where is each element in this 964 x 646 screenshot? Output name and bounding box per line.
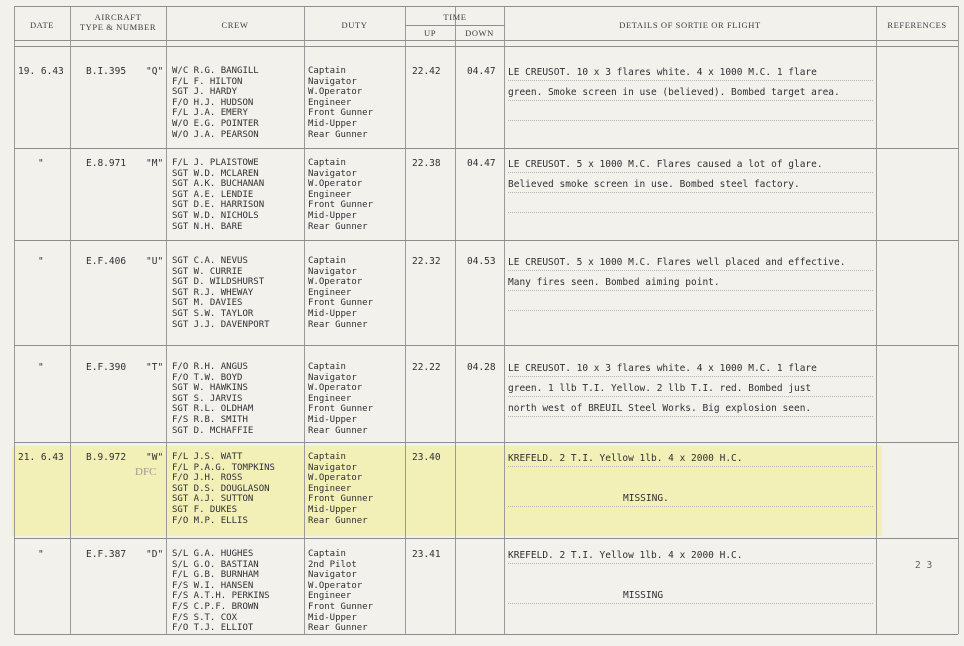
duty-role: Captain: [308, 256, 346, 266]
details-header: DETAILS OF SORTIE OR FLIGHT: [619, 20, 761, 30]
crew-member: SGT C.A. NEVUS: [172, 256, 248, 266]
duty-role: Rear Gunner: [308, 129, 368, 140]
crew-member: SGT S.W. TAYLOR: [172, 308, 254, 319]
duty-role: W.Operator: [308, 580, 363, 591]
crew-member: F/L J.A. EMERY: [172, 108, 248, 119]
details-line: Believed smoke screen in use. Bombed steel factory.: [508, 179, 800, 190]
dfc-annotation: DFC: [135, 466, 157, 478]
entry-duty-list: [308, 158, 408, 232]
crew-member: SGT J.J. DAVENPORT: [172, 319, 270, 330]
entry-date: 19. 6.43: [18, 66, 64, 77]
entry-aircraft: E.F.390: [86, 362, 127, 373]
entry-crew-list: [172, 549, 302, 634]
time-up-header: UP: [423, 28, 437, 38]
duty-role: Rear Gunner: [308, 425, 368, 436]
crew-member: S/L G.O. BASTIAN: [172, 559, 259, 570]
crew-member: F/S C.P.F. BROWN: [172, 601, 259, 612]
duty-role: 2nd Pilot: [308, 559, 357, 570]
entry-aircraft: E.F.387: [86, 549, 127, 560]
crew-member: SGT A.E. LENDIE: [172, 189, 254, 200]
duty-role: Front Gunner: [308, 601, 374, 612]
duty-role: Mid-Upper: [308, 308, 357, 319]
entry-time-up: 22.42: [412, 66, 441, 77]
duty-role: Engineer: [308, 189, 352, 200]
column-divider: [70, 6, 71, 634]
column-divider: [455, 6, 456, 634]
details-line: LE CREUSOT. 10 x 3 flares white. 4 x 1000 M.C. 1 flare: [508, 67, 817, 78]
duty-role: Mid-Upper: [308, 118, 357, 129]
writing-line: [508, 172, 873, 173]
writing-line: [508, 396, 873, 397]
duty-role: Front Gunner: [308, 108, 374, 119]
entry-duty-list: [308, 452, 408, 526]
date-header: DATE: [29, 20, 55, 30]
column-divider: [166, 6, 167, 634]
duty-role: Rear Gunner: [308, 221, 368, 232]
details-line: green. Smoke screen in use (believed). Bombed target area.: [508, 87, 840, 98]
crew-member: W/C R.G. BANGILL: [172, 66, 259, 76]
crew-member: F/S W.I. HANSEN: [172, 580, 254, 591]
entry-crew-list: [172, 158, 302, 232]
entry-duty-list: [308, 256, 408, 330]
details-line: [508, 472, 873, 492]
writing-line: [508, 376, 873, 377]
duty-role: Engineer: [308, 591, 352, 602]
writing-line: [508, 120, 873, 121]
crew-member: F/O T.J. ELLIOT: [172, 623, 254, 634]
duty-role: Captain: [308, 362, 346, 372]
references-header: REFERENCES: [887, 20, 947, 30]
duty-role: Rear Gunner: [308, 319, 368, 330]
duty-role: Navigator: [308, 76, 357, 87]
duty-role: Navigator: [308, 168, 357, 179]
crew-member: F/L G.B. BURNHAM: [172, 570, 259, 581]
duty-header: DUTY: [341, 20, 368, 30]
crew-member: SGT R.J. WHEWAY: [172, 287, 254, 298]
column-divider: [504, 6, 505, 634]
entry-date: ": [38, 362, 44, 373]
duty-role: Rear Gunner: [308, 515, 368, 526]
column-divider: [304, 6, 305, 634]
crew-member: SGT D.E. HARRISON: [172, 200, 265, 211]
entry-aircraft-letter: "U": [146, 256, 164, 267]
entry-time-up: 23.41: [412, 549, 441, 560]
entry-aircraft-letter: "W": [146, 452, 164, 463]
writing-line: [508, 270, 873, 271]
entry-aircraft-letter: "T": [146, 362, 164, 373]
crew-member: F/L J.S. WATT: [172, 452, 243, 462]
entry-crew-list: [172, 66, 302, 140]
writing-line: [508, 506, 873, 507]
duty-role: Captain: [308, 549, 346, 559]
entry-aircraft: E.8.971: [86, 158, 127, 169]
reference-mark: 2 3: [915, 560, 933, 571]
duty-role: Navigator: [308, 372, 357, 383]
details-line: KREFELD. 2 T.I. Yellow 1lb. 4 x 2000 H.C.: [508, 453, 743, 464]
entry-crew-list: [172, 362, 302, 436]
writing-line: [508, 80, 873, 81]
crew-member: SGT D. WILDSHURST: [172, 277, 265, 288]
details-line: LE CREUSOT. 10 x 3 flares white. 4 x 1000 M.C. 1 flare: [508, 363, 817, 374]
crew-member: F/L F. HILTON: [172, 76, 243, 87]
entry-date: ": [38, 158, 44, 169]
crew-member: SGT J. HARDY: [172, 87, 238, 98]
entry-aircraft-letter: "M": [146, 158, 164, 169]
duty-role: Mid-Upper: [308, 504, 357, 515]
entry-aircraft: B.I.395: [86, 66, 127, 77]
details-line: north west of BREUIL Steel Works. Big explosion seen.: [508, 403, 812, 414]
crew-member: SGT F. DUKES: [172, 504, 238, 515]
entry-details: [508, 549, 873, 609]
duty-role: W.Operator: [308, 473, 363, 484]
entry-aircraft-letter: "Q": [146, 66, 164, 77]
duty-role: Captain: [308, 452, 346, 462]
aircraft-header: AIRCRAFT TYPE & NUMBER: [79, 12, 157, 32]
details-line: [508, 569, 873, 589]
entry-aircraft: B.9.972: [86, 452, 127, 463]
details-line: LE CREUSOT. 5 x 1000 M.C. Flares well placed and effective.: [508, 257, 846, 268]
duty-role: Navigator: [308, 462, 357, 473]
duty-role: Engineer: [308, 287, 352, 298]
entry-crew-list: [172, 256, 302, 330]
crew-member: SGT D.S. DOUGLASON: [172, 483, 270, 494]
duty-role: Mid-Upper: [308, 210, 357, 221]
crew-member: SGT A.K. BUCHANAN: [172, 179, 265, 190]
entry-date: ": [38, 549, 44, 560]
duty-role: W.Operator: [308, 179, 363, 190]
entry-time-up: 23.40: [412, 452, 441, 463]
duty-role: Rear Gunner: [308, 623, 368, 634]
writing-line: [508, 310, 873, 311]
entry-time-down: 04.53: [467, 256, 496, 267]
crew-member: SGT W. CURRIE: [172, 266, 243, 277]
crew-member: F/S S.T. COX: [172, 612, 238, 623]
crew-member: F/O R.H. ANGUS: [172, 362, 248, 372]
details-line: Many fires seen. Bombed aiming point.: [508, 277, 720, 288]
crew-member: F/S R.B. SMITH: [172, 414, 248, 425]
entry-crew-list: [172, 452, 302, 526]
crew-member: F/O M.P. ELLIS: [172, 515, 248, 526]
duty-role: Navigator: [308, 570, 357, 581]
crew-member: SGT W.D. MCLAREN: [172, 168, 259, 179]
writing-line: [508, 192, 873, 193]
left-border: [14, 6, 15, 634]
entry-aircraft: E.F.406: [86, 256, 127, 267]
entry-time-up: 22.38: [412, 158, 441, 169]
writing-line: [508, 416, 873, 417]
crew-member: SGT W. HAWKINS: [172, 383, 248, 394]
entry-separator: [14, 240, 958, 241]
crew-member: F/O J.H. ROSS: [172, 473, 243, 484]
writing-line: [508, 466, 873, 467]
duty-role: W.Operator: [308, 277, 363, 288]
crew-member: F/L P.A.G. TOMPKINS: [172, 462, 275, 473]
column-divider: [876, 6, 877, 634]
entry-separator: [14, 538, 958, 539]
crew-member: S/L G.A. HUGHES: [172, 549, 254, 559]
crew-member: SGT D. MCHAFFIE: [172, 425, 254, 436]
writing-line: [508, 290, 873, 291]
writing-line: [508, 212, 873, 213]
entry-date: ": [38, 256, 44, 267]
entry-time-down: 04.47: [467, 66, 496, 77]
crew-member: SGT M. DAVIES: [172, 298, 243, 309]
duty-role: W.Operator: [308, 87, 363, 98]
entry-time-down: 04.47: [467, 158, 496, 169]
duty-role: Captain: [308, 158, 346, 168]
entry-time-up: 22.22: [412, 362, 441, 373]
entry-duty-list: [308, 549, 408, 634]
entry-separator: [14, 442, 958, 443]
entry-duty-list: [308, 362, 408, 436]
details-line: green. 1 llb T.I. Yellow. 2 llb T.I. red. Bombed just: [508, 383, 812, 394]
duty-role: Engineer: [308, 393, 352, 404]
duty-role: W.Operator: [308, 383, 363, 394]
crew-member: F/O H.J. HUDSON: [172, 97, 254, 108]
crew-member: SGT A.J. SUTTON: [172, 494, 254, 505]
duty-role: Mid-Upper: [308, 414, 357, 425]
right-border: [958, 6, 959, 634]
writing-line: [508, 603, 873, 604]
crew-member: F/S A.T.H. PERKINS: [172, 591, 270, 602]
duty-role: Navigator: [308, 266, 357, 277]
entry-time-up: 22.32: [412, 256, 441, 267]
writing-line: [508, 563, 873, 564]
duty-role: Front Gunner: [308, 298, 374, 309]
duty-role: Front Gunner: [308, 494, 374, 505]
entry-duty-list: [308, 66, 408, 140]
entry-aircraft-letter: "D": [146, 549, 164, 560]
crew-member: SGT W.D. NICHOLS: [172, 210, 259, 221]
entry-details: [508, 362, 873, 422]
writing-line: [508, 100, 873, 101]
duty-role: Engineer: [308, 483, 352, 494]
page-bottom-rule: [14, 634, 958, 635]
entry-separator: [14, 148, 958, 149]
crew-member: F/L J. PLAISTOWE: [172, 158, 259, 168]
missing-status: MISSING: [623, 590, 664, 601]
missing-status: MISSING.: [623, 493, 669, 504]
duty-role: Engineer: [308, 97, 352, 108]
details-line: LE CREUSOT. 5 x 1000 M.C. Flares caused a lot of glare.: [508, 159, 823, 170]
entry-separator: [14, 345, 958, 346]
crew-member: W/O J.A. PEARSON: [172, 129, 259, 140]
duty-role: Front Gunner: [308, 404, 374, 415]
crew-member: SGT N.H. BARE: [172, 221, 243, 232]
details-line: KREFELD. 2 T.I. Yellow 1lb. 4 x 2000 H.C.: [508, 550, 743, 561]
time-down-header: DOWN: [465, 28, 494, 38]
entry-date: 21. 6.43: [18, 452, 64, 463]
header-top-rule: [14, 6, 958, 7]
crew-member: SGT S. JARVIS: [172, 393, 243, 404]
entry-time-down: 04.28: [467, 362, 496, 373]
time-header: TIME: [443, 12, 467, 22]
duty-role: Captain: [308, 66, 346, 76]
crew-header: CREW: [221, 20, 249, 30]
duty-role: Mid-Upper: [308, 612, 357, 623]
crew-member: SGT R.L. OLDHAM: [172, 404, 254, 415]
crew-member: F/O T.W. BOYD: [172, 372, 243, 383]
duty-role: Front Gunner: [308, 200, 374, 211]
entry-details: [508, 452, 873, 512]
crew-member: W/O E.G. POINTER: [172, 118, 259, 129]
